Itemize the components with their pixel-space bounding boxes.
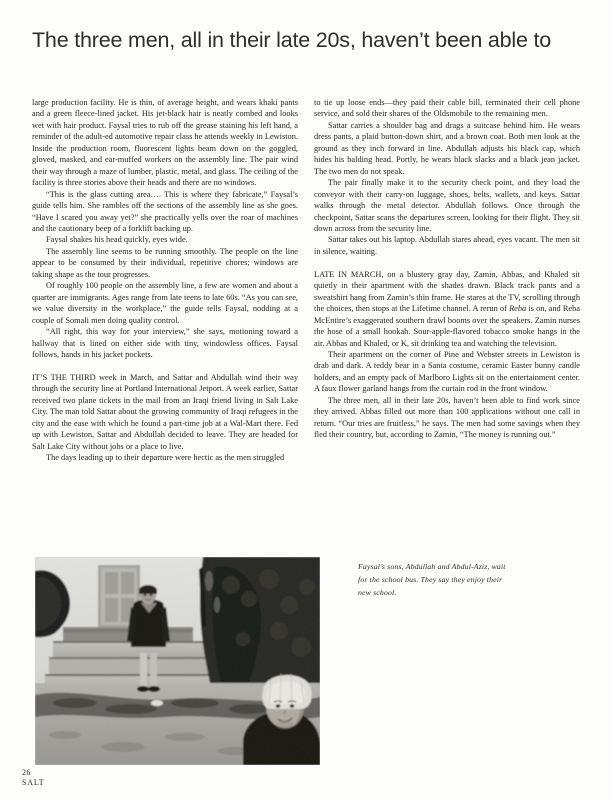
paragraph: Sattar carries a shoulder bag and drags a suitcase behind him. He wears dress pants, a plaid button-down shirt, and a brown coat. Both men look at the ground as they inch forward in line. Abdullah adjusts his black cap, which hides his balding head. Portly, he wears black slacks and a black jean jacket. The two men do not speak. <box>314 120 580 176</box>
photo-image <box>35 557 320 765</box>
paragraph: “This is the glass cutting area…. This is where they fabricate,” Faysal’s guide tells him. She rambles off the sections of the assembly line as she goes. “Have I scared you away yet?” she practically yells over the roar of machines and the cautionary beep of a forklift backing up. <box>32 189 298 233</box>
left-column <box>32 97 298 463</box>
article-photograph <box>35 557 320 765</box>
paragraph: Sattar takes out his laptop. Abdullah stares ahead, eyes vacant. The men sit in silence, waiting. <box>314 235 580 256</box>
section-paragraph: IT’S THE THIRD week in March, and Sattar and Abdullah wind their way through the security line at Portland International Jetport. A week earlier, Sattar received two plane tickets in the mail from an Iraqi friend living in Salt Lake City. The man told Sattar about the growing community of Iraqi refugees in the city and the ease with which he found a part-time job at a Wal-Mart there. Fed up with Lewiston, Sattar and Abdullah decided to leave. They are headed for Salt Lake City without jobs or a place to live. <box>32 372 298 451</box>
paragraph: The assembly line seems to be running smoothly. The people on the line appear to be consumed by their individual, repetitive chores; windows are taking shape as the tour progresses. <box>32 246 298 279</box>
section-spacer <box>32 360 298 371</box>
paragraph: The pair finally make it to the security check point, and they load the conveyor with their carry-on luggage, shoes, belts, wallets, and keys. Sattar walks through the metal detector. Abdullah follows. Once through the checkpoint, Sattar scans the departures screen, looking for their flight. They sit down across from the security line. <box>314 178 580 233</box>
paragraph: “All right, this way for your interview,” she says, motioning toward a hallway that is lined on either side with tiny, windowless offices. Faysal follows, hands in his jacket pockets. <box>32 327 298 359</box>
paragraph: The days leading up to their departure were hectic as the men struggled <box>46 453 285 463</box>
paragraph: Faysal shakes his head quickly, eyes wide. <box>46 235 188 245</box>
page-headline: The three men, all in their late 20s, haven’t been able to <box>32 28 552 52</box>
right-column <box>314 97 580 463</box>
paragraph: large production facility. He is thin, of average height, and wears khaki pants and a green fleece-lined jacket. His jet-black hair is neatly combed and looks wet with hair product. Faysal tries to rub off the grease staining his left hand, a reminder of the adult-ed automotive repair class he attends weekly in Lewiston. Inside the production room, fluorescent lights beam down on the goggled, gloved, masked, and ear-muffed workers on the assembly line. The pair wind their way through a maze of lumber, plastic, metal, and glass. The ceiling of the facility is three stories above their heads and there are no windows. <box>32 98 298 188</box>
paragraph: Their apartment on the corner of Pine and Webster streets in Lewiston is drab and dark. A teddy bear in a Santa costume, ceramic Easter bunny candle holders, and an empty pack of Marlboro Lights sit on the entertainment center. A faux flower garland hangs from the curtain rod in the front window. <box>314 349 580 394</box>
section-paragraph: LATE IN MARCH, on a blustery gray day, Zamin, Abbas, and Khaled sit quietly in their apartment with the shades drawn. Black track pants and a sweatshirt hang from Zamin’s thin frame. He stares at the TV, scrolling through the choices, then stops at the Lifetime channel. A rerun of Reba is on, and Reba McEntire’s exaggerated southern drawl booms over the speakers. Zamin nurses the hose of a small hookah. Sour-apple-flavored tobacco smoke hangs in the air. Abbas and Khaled, or K, sit drinking tea and watching the television. <box>314 269 580 348</box>
folio-number: 26 <box>22 768 31 777</box>
paragraph: Of roughly 100 people on the assembly line, a few are women and about a quarter are immigrants. Ages range from late teens to late 60s. “As you can see, we value diversity in the workplace,” the guide tells Faysal, nodding at a couple of Somali men doing quality control. <box>32 281 298 325</box>
article-body <box>32 97 580 463</box>
photo-caption: Faysal’s sons, Abdullah and Abdul-Aziz, wait for the school bus. They say they enjoy their new school. <box>358 562 506 598</box>
publication-name: SALT <box>22 778 45 787</box>
paragraph: The three men, all in their late 20s, haven’t been able to find work since they arrived. Abbas filled out more than 100 applications without one call in return. “Our tries are fruitless,” he says. The men had some savings when they fled their country, but, according to Zamin, “The money is running out.” <box>314 395 580 440</box>
section-spacer <box>314 257 580 268</box>
page-footer <box>22 768 44 788</box>
paragraph: to tie up loose ends—they paid their cable bill, terminated their cell phone service, and sold their shares of the Oldsmobile to the remaining men. <box>314 98 580 119</box>
